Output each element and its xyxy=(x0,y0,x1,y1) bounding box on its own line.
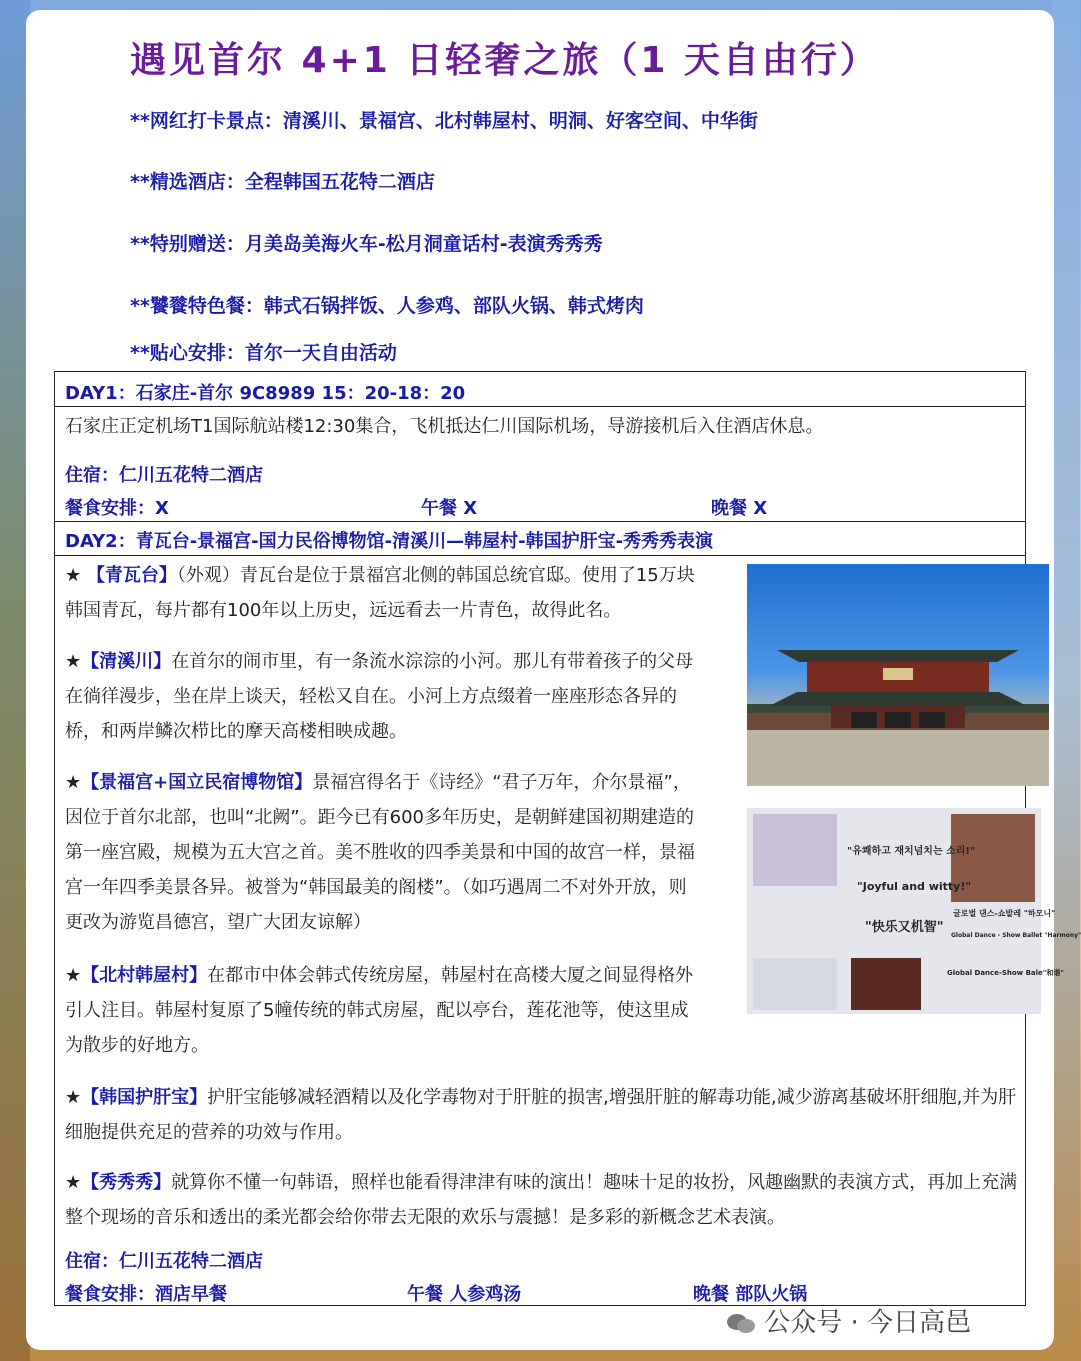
gyeongbokgung-photo xyxy=(747,564,1049,786)
item-text: 在都市中体会韩式传统房屋，韩屋村在高楼大厦之间显得格外引人注目。韩屋村复原了5幢传统的韩式房屋，配以亭台，莲花池等，使这里成为散步的好地方。 xyxy=(65,965,694,1056)
row-divider xyxy=(55,555,1025,556)
item-text: 护肝宝能够减轻酒精以及化学毒物对于肝脏的损害,增强肝脏的解毒功能,减少游离基破坏肝细胞,并为肝细胞提供充足的营养的功效与作用。 xyxy=(65,1087,1017,1143)
day1-stay: 住宿：仁川五花特二酒店 xyxy=(65,465,263,486)
poster-photo-drums xyxy=(851,958,921,1010)
star-icon: ★ xyxy=(65,965,82,986)
star-icon: ★ xyxy=(65,1172,82,1193)
poster-text-korean: "유쾌하고 재치넘치는 소리!" xyxy=(847,846,976,857)
highlight-hotel: **精选酒店：全程韩国五花特二酒店 xyxy=(130,171,435,193)
poster-photo-group xyxy=(753,958,837,1010)
background-right xyxy=(1052,0,1080,1361)
day1-header: DAY1：石家庄-首尔 9C8989 15：20-18：20 xyxy=(65,383,466,404)
highlight-free-day: **贴心安排：首尔一天自由活动 xyxy=(130,342,397,364)
star-icon: ★ xyxy=(65,651,82,672)
item-text: 在首尔的闹市里，有一条流水淙淙的小河。那儿有带着孩子的父母在徜徉漫步，坐在岸上谈天，轻松又自在。小河上方点缀着一座座形态各异的桥，和两岸鳞次栉比的摩天高楼相映成趣。 xyxy=(65,651,694,742)
wechat-icon xyxy=(726,1311,756,1333)
item-title: 【北村韩屋村】 xyxy=(81,965,208,986)
row-divider xyxy=(55,521,1025,522)
item-text: （外观）青瓦台是位于景福宫北侧的韩国总统官邸。使用了15万块韩国青瓦，每片都有100年以上历史，远远看去一片青色，故得此名。 xyxy=(65,565,695,621)
day2-lunch: 午餐 人参鸡汤 xyxy=(407,1284,522,1305)
item-liver-care xyxy=(65,1080,1020,1150)
item-bukchon xyxy=(65,958,695,1063)
star-icon: ★ xyxy=(65,772,82,793)
watermark xyxy=(726,1302,971,1339)
item-title: 【清溪川】 xyxy=(81,651,172,672)
day1-description: 石家庄正定机场T1国际航站楼12:30集合，飞机抵达仁川国际机场，导游接机后入住酒店休息。 xyxy=(65,416,824,437)
item-cheonggyecheon xyxy=(65,644,695,749)
item-title: 【秀秀秀】 xyxy=(81,1172,172,1193)
poster-text-chinese: "快乐又机智" xyxy=(865,920,944,935)
itinerary-card xyxy=(26,10,1081,1350)
day1-dinner: 晚餐 X xyxy=(711,498,768,519)
item-title: 【青瓦台】 xyxy=(86,565,177,586)
show-poster xyxy=(747,808,1081,1014)
star-icon: ★ xyxy=(65,565,87,586)
item-title: 【景福宫+国立民宿博物馆】 xyxy=(81,772,313,793)
day2-meal-label: 餐食安排：酒店早餐 xyxy=(65,1284,227,1305)
day1-meal-label: 餐食安排：X xyxy=(65,498,169,519)
item-show xyxy=(65,1165,1020,1235)
poster-photo-dancers xyxy=(753,814,837,886)
item-text: 就算你不懂一句韩语，照样也能看得津津有味的演出！趣味十足的妆扮，风趣幽默的表演方式，再加上充满整个现场的音乐和透出的柔光都会给你带去无限的欢乐与震撼！是多彩的新概念艺术表演。 xyxy=(65,1172,1018,1228)
item-gyeongbokgung xyxy=(65,765,695,940)
day2-dinner: 晚餐 部队火锅 xyxy=(693,1284,808,1305)
poster-text-english: "Joyful and witty!" xyxy=(857,880,972,893)
itinerary-table xyxy=(54,371,1081,1306)
day2-stay: 住宿：仁川五花特二酒店 xyxy=(65,1251,263,1272)
poster-text-harmony-kr: 글로벌 댄스-쇼발레 "하모니" xyxy=(953,909,1056,918)
highlight-meals: **饕餮特色餐：韩式石锅拌饭、人参鸡、部队火锅、韩式烤肉 xyxy=(130,295,644,317)
day1-lunch: 午餐 X xyxy=(421,498,478,519)
item-qingwatai xyxy=(65,558,695,628)
watermark-text: 公众号 · 今日高邑 xyxy=(764,1308,972,1338)
poster-text-harmony-en: Global Dance - Show Ballet "Harmony" xyxy=(951,932,1081,939)
highlight-attractions: **网红打卡景点：清溪川、景福宫、北村韩屋村、明洞、好客空间、中华街 xyxy=(130,110,758,132)
item-text: 景福宫得名于《诗经》“君子万年，介尔景福”，因位于首尔北部，也叫“北阙”。距今已有600多年历史，是朝鲜建国初期建造的第一座宫殿，规模为五大宫之首。美不胜收的四季美景和中国的故宫一样，景福宫一年四季美景各异。被誉为“韩国最美的阁楼”。（如巧遇周二不对外开放，则更改为游览昌德宫，望广大团友谅解） xyxy=(65,772,695,933)
row-divider xyxy=(55,406,1025,407)
item-title: 【韩国护肝宝】 xyxy=(81,1087,208,1108)
poster-text-harmony-cn: Global Dance-Show Bale"和谐" xyxy=(947,969,1065,977)
star-icon: ★ xyxy=(65,1087,82,1108)
highlight-gift: **特别赠送：月美岛美海火车-松月洞童话村-表演秀秀秀 xyxy=(130,233,603,255)
page-title: 遇见首尔 4+1 日轻奢之旅（1 天自由行） xyxy=(130,40,879,81)
day2-header: DAY2：青瓦台-景福宫-国力民俗博物馆-清溪川—韩屋村-韩国护肝宝-秀秀秀表演 xyxy=(65,531,714,552)
